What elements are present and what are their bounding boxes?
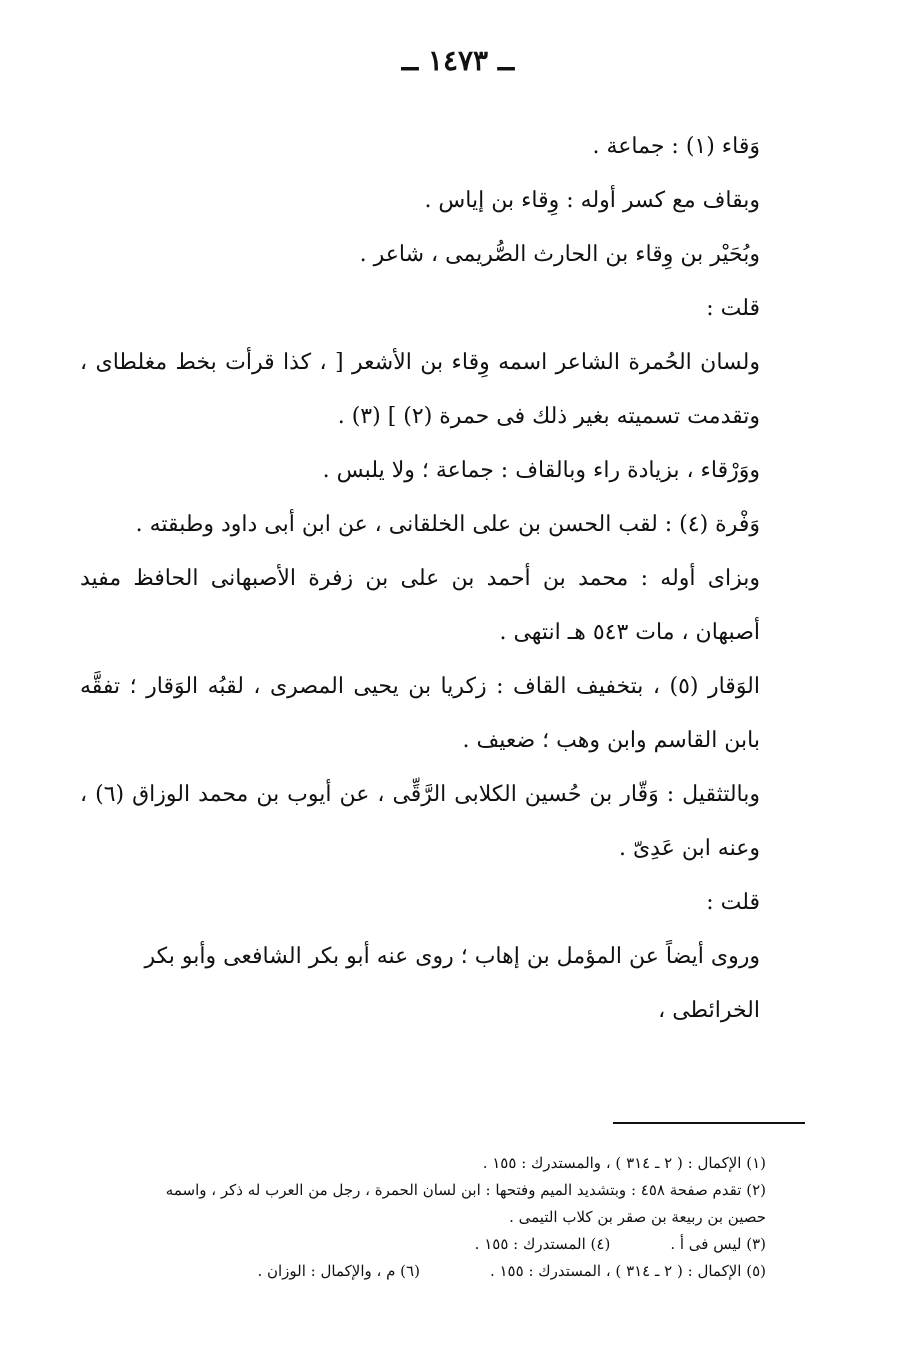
footnote-divider — [613, 1122, 805, 1124]
paragraph: ووَرْقاء ، بزيادة راء وبالقاف : جماعة ؛ ولا يلبس . — [322, 458, 760, 483]
footnote-5: (٥) الإكمال : ( ٢ ـ ٣١٤ ) ، المستدرك : ١٥٥ . — [489, 1262, 766, 1280]
footnote-3: (٣) ليس فى أ . — [670, 1235, 766, 1253]
paragraph: وبُحَيْر بن وِقاء بن الحارث الصُّريمى ، شاعر . — [359, 242, 760, 267]
paragraph: وَقاء (١) : جماعة . — [592, 134, 760, 159]
footnote-1: (١) الإكمال : ( ٢ ـ ٣١٤ ) ، والمستدرك : ١٥٥ . — [482, 1154, 766, 1172]
footnote-4: (٤) المستدرك : ١٥٥ . — [474, 1235, 611, 1253]
paragraph: وبزاى أوله : محمد بن أحمد بن على بن زفرة الأصبهانى الحافظ مفيد أصبهان ، مات ٥٤٣ هـ انتهى . — [80, 566, 760, 645]
paragraph: ولسان الحُمرة الشاعر اسمه وِقاء بن الأشعر [ ، كذا قرأت بخط مغلطاى ، وتقدمت تسميته بغير ذلك فى حمرة (٢) ] (٣) . — [80, 350, 760, 429]
main-text — [80, 120, 760, 1038]
footnote-6: (٦) م ، والإكمال : الوزان . — [257, 1262, 420, 1280]
paragraph: وبالتثقيل : وَقّار بن حُسين الكلابى الرَّقِّى ، عن أيوب بن محمد الوزاق (٦) ، وعنه ابن عَدِىّ . — [80, 782, 760, 861]
paragraph: قلت : — [706, 890, 760, 915]
paragraph: وبقاف مع كسر أوله : وِقاء بن إياس . — [424, 188, 760, 213]
footnote-2-continued: حصين بن ربيعة بن صقر بن كلاب التيمى . — [509, 1208, 766, 1226]
paragraph: الوَقار (٥) ، بتخفيف القاف : زكريا بن يحيى المصرى ، لقبُه الوَقار ؛ تفقَّه بابن القاسم وابن وهب ؛ ضعيف . — [80, 674, 760, 753]
footnote-row-3-4 — [80, 1231, 766, 1258]
paragraph: وَفْرة (٤) : لقب الحسن بن على الخلقانى ، عن ابن أبى داود وطبقته . — [135, 512, 760, 537]
paragraph: قلت : — [706, 296, 760, 321]
footnote-2: (٢) تقدم صفحة ٤٥٨ : وبتشديد الميم وفتحها : ابن لسان الحمرة ، رجل من العرب له ذكر ، واسمه — [165, 1181, 766, 1199]
footnote-row-5-6 — [80, 1258, 766, 1285]
footnotes — [80, 1150, 766, 1285]
page-number: ــ ١٤٧٣ ــ — [401, 44, 515, 77]
paragraph: وروى أيضاً عن المؤمل بن إهاب ؛ روى عنه أبو بكر الشافعى وأبو بكر الخرائطى ، — [144, 944, 760, 1023]
